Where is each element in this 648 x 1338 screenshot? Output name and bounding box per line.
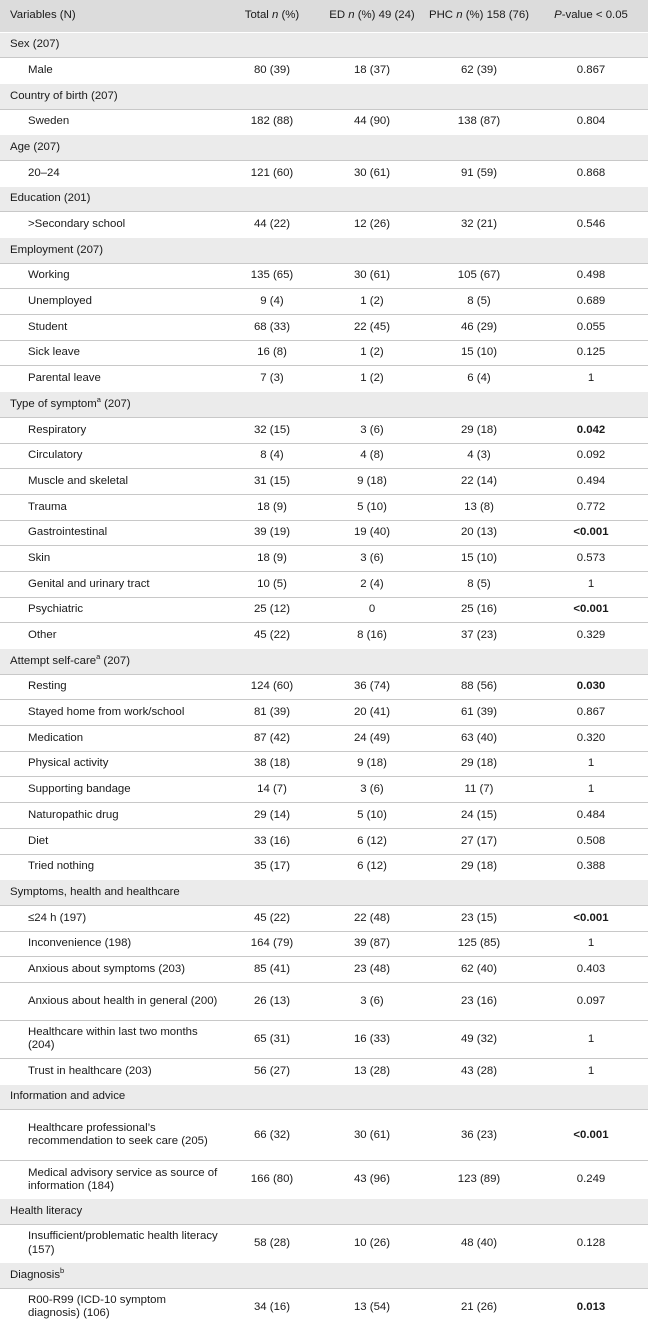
ed-cell: 1 (2) (320, 366, 424, 392)
row-label: Student (0, 315, 224, 341)
phc-cell: 123 (89) (424, 1161, 534, 1199)
total-cell: 121 (60) (224, 160, 320, 186)
pvalue-cell: <0.001 (534, 905, 648, 931)
ed-cell: 43 (96) (320, 1161, 424, 1199)
row-label: Circulatory (0, 443, 224, 469)
row-label: Medical advisory service as source of information (184) (0, 1161, 224, 1199)
group-row (0, 392, 648, 418)
pvalue-cell: 0.320 (534, 726, 648, 752)
phc-cell: 36 (23) (424, 1110, 534, 1161)
row-label: ≤24 h (197) (0, 905, 224, 931)
pvalue-cell: 1 (534, 1020, 648, 1058)
row-label: Unemployed (0, 289, 224, 315)
phc-cell: 37 (23) (424, 623, 534, 649)
table-row (0, 1058, 648, 1084)
table-row (0, 982, 648, 1020)
total-cell: 18 (9) (224, 494, 320, 520)
table-row (0, 263, 648, 289)
ed-cell: 8 (16) (320, 623, 424, 649)
row-label: Respiratory (0, 417, 224, 443)
total-cell: 44 (22) (224, 212, 320, 238)
total-cell: 18 (9) (224, 546, 320, 572)
table-row (0, 751, 648, 777)
total-cell: 34 (16) (224, 1288, 320, 1326)
phc-cell: 48 (40) (424, 1225, 534, 1263)
pvalue-cell: 0.329 (534, 623, 648, 649)
row-label: Sweden (0, 109, 224, 135)
table-row (0, 289, 648, 315)
ed-cell: 3 (6) (320, 417, 424, 443)
group-label (0, 1199, 648, 1225)
ed-cell: 1 (2) (320, 340, 424, 366)
pvalue-cell: 1 (534, 931, 648, 957)
row-label: Trauma (0, 494, 224, 520)
total-cell: 68 (33) (224, 315, 320, 341)
phc-cell: 62 (40) (424, 957, 534, 983)
group-row (0, 1263, 648, 1289)
total-cell: 66 (32) (224, 1110, 320, 1161)
pvalue-cell: 0.867 (534, 700, 648, 726)
total-cell: 45 (22) (224, 905, 320, 931)
total-cell: 26 (13) (224, 982, 320, 1020)
ed-cell: 36 (74) (320, 674, 424, 700)
row-label: >Secondary school (0, 212, 224, 238)
ed-cell: 24 (49) (320, 726, 424, 752)
row-label: Trust in healthcare (203) (0, 1058, 224, 1084)
table-row (0, 1161, 648, 1199)
pvalue-cell: 0.092 (534, 443, 648, 469)
group-count: (207) (100, 397, 131, 410)
ed-cell: 4 (8) (320, 443, 424, 469)
table-row (0, 957, 648, 983)
pvalue-cell: 0.689 (534, 289, 648, 315)
footnote-marker: b (60, 1265, 65, 1275)
phc-cell: 61 (39) (424, 700, 534, 726)
group-label-text: Type of symptom (10, 397, 97, 410)
table-row (0, 417, 648, 443)
pvalue-cell: 0.128 (534, 1225, 648, 1263)
ed-cell: 3 (6) (320, 777, 424, 803)
total-cell: 31 (15) (224, 469, 320, 495)
ed-cell: 18 (37) (320, 58, 424, 84)
group-label-text: Symptoms, health and healthcare (10, 885, 180, 898)
phc-cell: 13 (8) (424, 494, 534, 520)
table-row (0, 1110, 648, 1161)
footnote-marker: a (96, 395, 101, 405)
header-phc: PHC n (%) 158 (76) (428, 9, 530, 22)
pvalue-cell: 0.055 (534, 315, 648, 341)
row-label: Healthcare professional’s recommendation to seek care (205) (0, 1110, 224, 1161)
ed-cell: 22 (45) (320, 315, 424, 341)
ed-cell: 5 (10) (320, 803, 424, 829)
group-label (0, 186, 648, 212)
pvalue-cell: 0.772 (534, 494, 648, 520)
pvalue-cell: 0.867 (534, 58, 648, 84)
row-label: Diet (0, 828, 224, 854)
row-label: Supporting bandage (0, 777, 224, 803)
group-row (0, 238, 648, 264)
ed-cell: 2 (4) (320, 571, 424, 597)
ed-cell: 30 (61) (320, 263, 424, 289)
phc-cell: 24 (15) (424, 803, 534, 829)
phc-cell: 88 (56) (424, 674, 534, 700)
ed-cell: 6 (12) (320, 854, 424, 880)
row-label: 20–24 (0, 160, 224, 186)
total-cell: 81 (39) (224, 700, 320, 726)
total-cell: 39 (19) (224, 520, 320, 546)
pvalue-cell: 1 (534, 777, 648, 803)
table-row (0, 777, 648, 803)
group-row (0, 32, 648, 58)
row-label: Medication (0, 726, 224, 752)
row-label: Anxious about symptoms (203) (0, 957, 224, 983)
phc-cell: 23 (15) (424, 905, 534, 931)
table-row (0, 726, 648, 752)
ed-cell: 44 (90) (320, 109, 424, 135)
ed-cell: 19 (40) (320, 520, 424, 546)
group-label (0, 135, 648, 161)
row-label: R00-R99 (ICD-10 symptom diagnosis) (106) (0, 1288, 224, 1326)
phc-cell: 21 (26) (424, 1288, 534, 1326)
table-row (0, 366, 648, 392)
total-cell: 33 (16) (224, 828, 320, 854)
group-row (0, 1199, 648, 1225)
group-row (0, 649, 648, 675)
row-label: Gastrointestinal (0, 520, 224, 546)
phc-cell: 22 (14) (424, 469, 534, 495)
table-row (0, 1020, 648, 1058)
row-label: Inconvenience (198) (0, 931, 224, 957)
row-label: Naturopathic drug (0, 803, 224, 829)
pvalue-cell: 0.030 (534, 674, 648, 700)
row-label: Resting (0, 674, 224, 700)
ed-cell: 13 (28) (320, 1058, 424, 1084)
phc-cell: 138 (87) (424, 109, 534, 135)
phc-cell: 6 (4) (424, 366, 534, 392)
row-label: Genital and urinary tract (0, 571, 224, 597)
group-label-text: Attempt self-care (10, 654, 97, 667)
total-cell: 38 (18) (224, 751, 320, 777)
total-cell: 14 (7) (224, 777, 320, 803)
row-label: Tried nothing (0, 854, 224, 880)
footnote-marker: a (96, 651, 101, 661)
total-cell: 25 (12) (224, 597, 320, 623)
ed-cell: 10 (26) (320, 1225, 424, 1263)
ed-cell: 6 (12) (320, 828, 424, 854)
group-label-text: Health literacy (10, 1205, 83, 1218)
phc-cell: 29 (18) (424, 417, 534, 443)
row-label: Sick leave (0, 340, 224, 366)
table-row (0, 828, 648, 854)
group-label-text: Employment (207) (10, 243, 104, 256)
group-row (0, 83, 648, 109)
table-row (0, 109, 648, 135)
table-row (0, 931, 648, 957)
table-row (0, 623, 648, 649)
table-row (0, 340, 648, 366)
table-row (0, 443, 648, 469)
pvalue-cell: <0.001 (534, 597, 648, 623)
table-row (0, 1288, 648, 1326)
ed-cell: 30 (61) (320, 160, 424, 186)
ed-cell: 30 (61) (320, 1110, 424, 1161)
group-label-text: Age (207) (10, 140, 61, 153)
ed-cell: 3 (6) (320, 546, 424, 572)
total-cell: 182 (88) (224, 109, 320, 135)
pvalue-cell: <0.001 (534, 1110, 648, 1161)
phc-cell: 32 (21) (424, 212, 534, 238)
group-label-text: Education (201) (10, 192, 91, 205)
table-row (0, 212, 648, 238)
group-label (0, 392, 648, 418)
group-label-text: Information and advice (10, 1090, 126, 1103)
pvalue-cell: 0.097 (534, 982, 648, 1020)
row-label: Healthcare within last two months (204) (0, 1020, 224, 1058)
group-label-text: Diagnosis (10, 1268, 61, 1281)
table-row (0, 803, 648, 829)
pvalue-cell: 0.546 (534, 212, 648, 238)
phc-cell: 63 (40) (424, 726, 534, 752)
row-label: Anxious about health in general (200) (0, 982, 224, 1020)
phc-cell: 23 (16) (424, 982, 534, 1020)
phc-cell: 27 (17) (424, 828, 534, 854)
table-row (0, 546, 648, 572)
pvalue-cell: 0.804 (534, 109, 648, 135)
group-label (0, 32, 648, 58)
table-row (0, 571, 648, 597)
group-label (0, 649, 648, 675)
header-pvalue: P-value < 0.05 (554, 9, 628, 22)
pvalue-cell: 0.013 (534, 1288, 648, 1326)
ed-cell: 16 (33) (320, 1020, 424, 1058)
ed-cell: 12 (26) (320, 212, 424, 238)
ed-cell: 39 (87) (320, 931, 424, 957)
group-label-text: Sex (207) (10, 38, 60, 51)
group-label (0, 1084, 648, 1110)
phc-cell: 29 (18) (424, 751, 534, 777)
pvalue-cell: 0.508 (534, 828, 648, 854)
table-row (0, 469, 648, 495)
header-total: Total n (%) (244, 9, 300, 22)
total-cell: 29 (14) (224, 803, 320, 829)
row-label: Physical activity (0, 751, 224, 777)
ed-cell: 3 (6) (320, 982, 424, 1020)
phc-cell: 4 (3) (424, 443, 534, 469)
phc-cell: 25 (16) (424, 597, 534, 623)
phc-cell: 43 (28) (424, 1058, 534, 1084)
ed-cell: 22 (48) (320, 905, 424, 931)
pvalue-cell: 0.249 (534, 1161, 648, 1199)
pvalue-cell: 0.125 (534, 340, 648, 366)
table-row (0, 1225, 648, 1263)
table-header (0, 0, 648, 32)
phc-cell: 8 (5) (424, 571, 534, 597)
pvalue-cell: 0.498 (534, 263, 648, 289)
total-cell: 85 (41) (224, 957, 320, 983)
pvalue-cell: 0.403 (534, 957, 648, 983)
table-row (0, 854, 648, 880)
pvalue-cell: 0.868 (534, 160, 648, 186)
phc-cell: 15 (10) (424, 546, 534, 572)
phc-cell: 20 (13) (424, 520, 534, 546)
table-row (0, 520, 648, 546)
ed-cell: 5 (10) (320, 494, 424, 520)
pvalue-cell: 0.494 (534, 469, 648, 495)
total-cell: 8 (4) (224, 443, 320, 469)
pvalue-cell: 1 (534, 1058, 648, 1084)
phc-cell: 62 (39) (424, 58, 534, 84)
table-body (0, 32, 648, 1326)
table-row (0, 494, 648, 520)
ed-cell: 23 (48) (320, 957, 424, 983)
row-label: Parental leave (0, 366, 224, 392)
table-row (0, 160, 648, 186)
pvalue-cell: 1 (534, 751, 648, 777)
pvalue-cell: 0.484 (534, 803, 648, 829)
total-cell: 10 (5) (224, 571, 320, 597)
table-row (0, 597, 648, 623)
total-cell: 135 (65) (224, 263, 320, 289)
total-cell: 9 (4) (224, 289, 320, 315)
ed-cell: 0 (320, 597, 424, 623)
group-row (0, 880, 648, 906)
total-cell: 164 (79) (224, 931, 320, 957)
ed-cell: 9 (18) (320, 751, 424, 777)
total-cell: 166 (80) (224, 1161, 320, 1199)
group-count: (207) (100, 654, 131, 667)
pvalue-cell: 0.388 (534, 854, 648, 880)
total-cell: 80 (39) (224, 58, 320, 84)
ed-cell: 1 (2) (320, 289, 424, 315)
group-row (0, 186, 648, 212)
group-label (0, 83, 648, 109)
group-label (0, 1263, 648, 1289)
total-cell: 32 (15) (224, 417, 320, 443)
pvalue-cell: <0.001 (534, 520, 648, 546)
group-row (0, 1084, 648, 1110)
row-label: Insufficient/problematic health literacy (157) (0, 1225, 224, 1263)
header-variables: Variables (N) (10, 9, 76, 22)
total-cell: 56 (27) (224, 1058, 320, 1084)
total-cell: 58 (28) (224, 1225, 320, 1263)
total-cell: 45 (22) (224, 623, 320, 649)
phc-cell: 91 (59) (424, 160, 534, 186)
group-label (0, 880, 648, 906)
row-label: Muscle and skeletal (0, 469, 224, 495)
group-row (0, 135, 648, 161)
group-label-text: Country of birth (207) (10, 89, 118, 102)
pvalue-cell: 0.573 (534, 546, 648, 572)
total-cell: 124 (60) (224, 674, 320, 700)
total-cell: 16 (8) (224, 340, 320, 366)
phc-cell: 125 (85) (424, 931, 534, 957)
total-cell: 65 (31) (224, 1020, 320, 1058)
phc-cell: 15 (10) (424, 340, 534, 366)
phc-cell: 8 (5) (424, 289, 534, 315)
row-label: Male (0, 58, 224, 84)
table-row (0, 674, 648, 700)
row-label: Skin (0, 546, 224, 572)
phc-cell: 105 (67) (424, 263, 534, 289)
table-row (0, 315, 648, 341)
table-row (0, 58, 648, 84)
row-label: Working (0, 263, 224, 289)
ed-cell: 20 (41) (320, 700, 424, 726)
phc-cell: 46 (29) (424, 315, 534, 341)
header-ed: ED n (%) 49 (24) (329, 9, 415, 22)
ed-cell: 13 (54) (320, 1288, 424, 1326)
phc-cell: 29 (18) (424, 854, 534, 880)
phc-cell: 49 (32) (424, 1020, 534, 1058)
row-label: Stayed home from work/school (0, 700, 224, 726)
table-row (0, 905, 648, 931)
pvalue-cell: 1 (534, 571, 648, 597)
phc-cell: 11 (7) (424, 777, 534, 803)
group-label (0, 238, 648, 264)
row-label: Other (0, 623, 224, 649)
ed-cell: 9 (18) (320, 469, 424, 495)
pvalue-cell: 1 (534, 366, 648, 392)
pvalue-cell: 0.042 (534, 417, 648, 443)
total-cell: 35 (17) (224, 854, 320, 880)
total-cell: 7 (3) (224, 366, 320, 392)
row-label: Psychiatric (0, 597, 224, 623)
total-cell: 87 (42) (224, 726, 320, 752)
table-row (0, 700, 648, 726)
